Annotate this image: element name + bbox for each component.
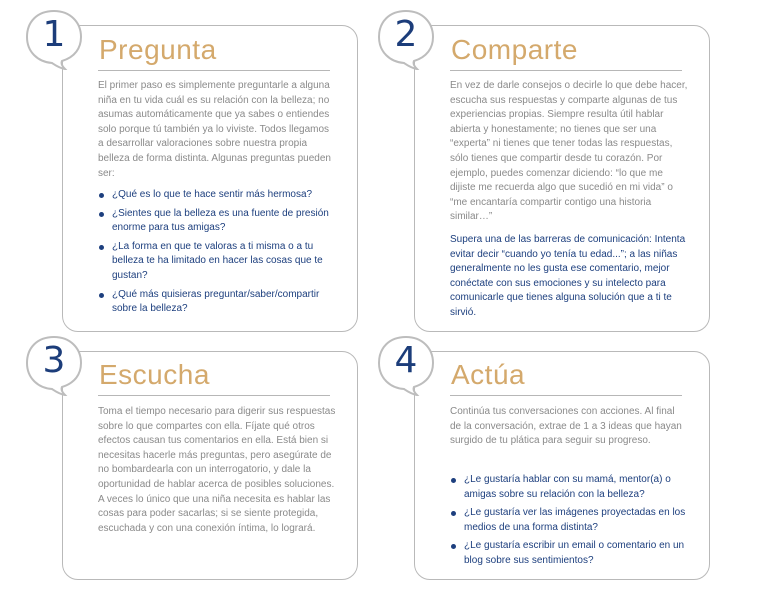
list-item: ¿Le gustaría hablar con su mamá, mentor(a) o amigas sobre su relación con la belleza?: [450, 473, 690, 502]
step-number: 1: [42, 14, 66, 55]
step-number: 4: [394, 340, 418, 381]
action-list: [450, 473, 690, 573]
list-item: ¿Qué más quisieras preguntar/saber/compartir sobre la belleza?: [98, 288, 336, 317]
step-bubble-2: [376, 8, 442, 70]
title-divider: [450, 395, 682, 396]
title-divider: [98, 70, 330, 71]
card-title: Pregunta: [99, 34, 217, 65]
card-body-text: Toma el tiempo necesario para digerir sus respuestas sobre lo que compartes con ella. Fíjate qué otros efectos causan tus comentarios en ella. Está bien si necesitas hacerle más preguntas, pero asegúrate de no bombardearla con un interrogatorio, y dale la oportunidad de hablar acerca de posibles soluciones. A veces lo único que una niña necesita es hablar las cosas para poder sacarlas; si se siente protegida, escuchada y con una conexión íntima, lo logrará.: [98, 406, 336, 534]
title-divider: [98, 395, 330, 396]
question-list: [98, 188, 336, 321]
list-item: ¿Sientes que la belleza es una fuente de presión enorme para tus amigas?: [98, 207, 336, 236]
card-title: Comparte: [451, 34, 578, 65]
step-bubble-4: [376, 334, 442, 396]
card-body-text: En vez de darle consejos o decirle lo que debe hacer, escucha sus respuestas y comparte algunas de tus experiencias propias. Siempre resulta útil hablar abierta y honestamente; no tienes que ser una “experta” ni tienes que tener todas las respuestas, sólo tienes que compartir desde tu corazón. Por ejemplo, puedes comenzar diciendo: “lo que me dijiste me recuerda algo que sucedió en mi vida” o “me encantaría compartir contigo una historia similar…”: [450, 80, 688, 223]
list-item: ¿Le gustaría escribir un email o comentario en un blog sobre sus sentimientos?: [450, 539, 690, 568]
tip-text: Supera una de las barreras de comunicación: Intenta evitar decir “cuando yo tenía tu edad...”; a las niñas generalmente no les gusta ese comentario, mejor conéctate con sus emociones y su intelecto para comunicarle que tienes alguna solución que a ti te sirvió.: [450, 234, 686, 318]
card-body-text: El primer paso es simplemente preguntarle a alguna niña en tu vida cuál es su relación con la belleza; no asumas automáticamente que ya sabes o entiendes solo porque tú también ya lo viviste. Todos llegamos a desarrollar valoraciones sobre nuestra propia belleza de forma distinta. Algunas preguntas pueden ser:: [98, 80, 331, 179]
step-bubble-1: [24, 8, 90, 70]
step-number: 3: [42, 340, 66, 381]
card-title: Actúa: [451, 359, 526, 390]
card-title: Escucha: [99, 359, 210, 390]
list-item: ¿Le gustaría ver las imágenes proyectadas en los medios de una forma distinta?: [450, 506, 690, 535]
card-body-text: Continúa tus conversaciones con acciones. Al final de la conversación, extrae de 1 a 3 ideas que hayan surgido de tu plática para seguir su progreso.: [450, 406, 682, 447]
step-bubble-3: [24, 334, 90, 396]
list-item: ¿La forma en que te valoras a ti misma o a tu belleza te ha limitado en hacer las cosas que te gustan?: [98, 240, 336, 284]
list-item: ¿Qué es lo que te hace sentir más hermosa?: [98, 188, 336, 203]
title-divider: [450, 70, 682, 71]
step-number: 2: [394, 14, 418, 55]
